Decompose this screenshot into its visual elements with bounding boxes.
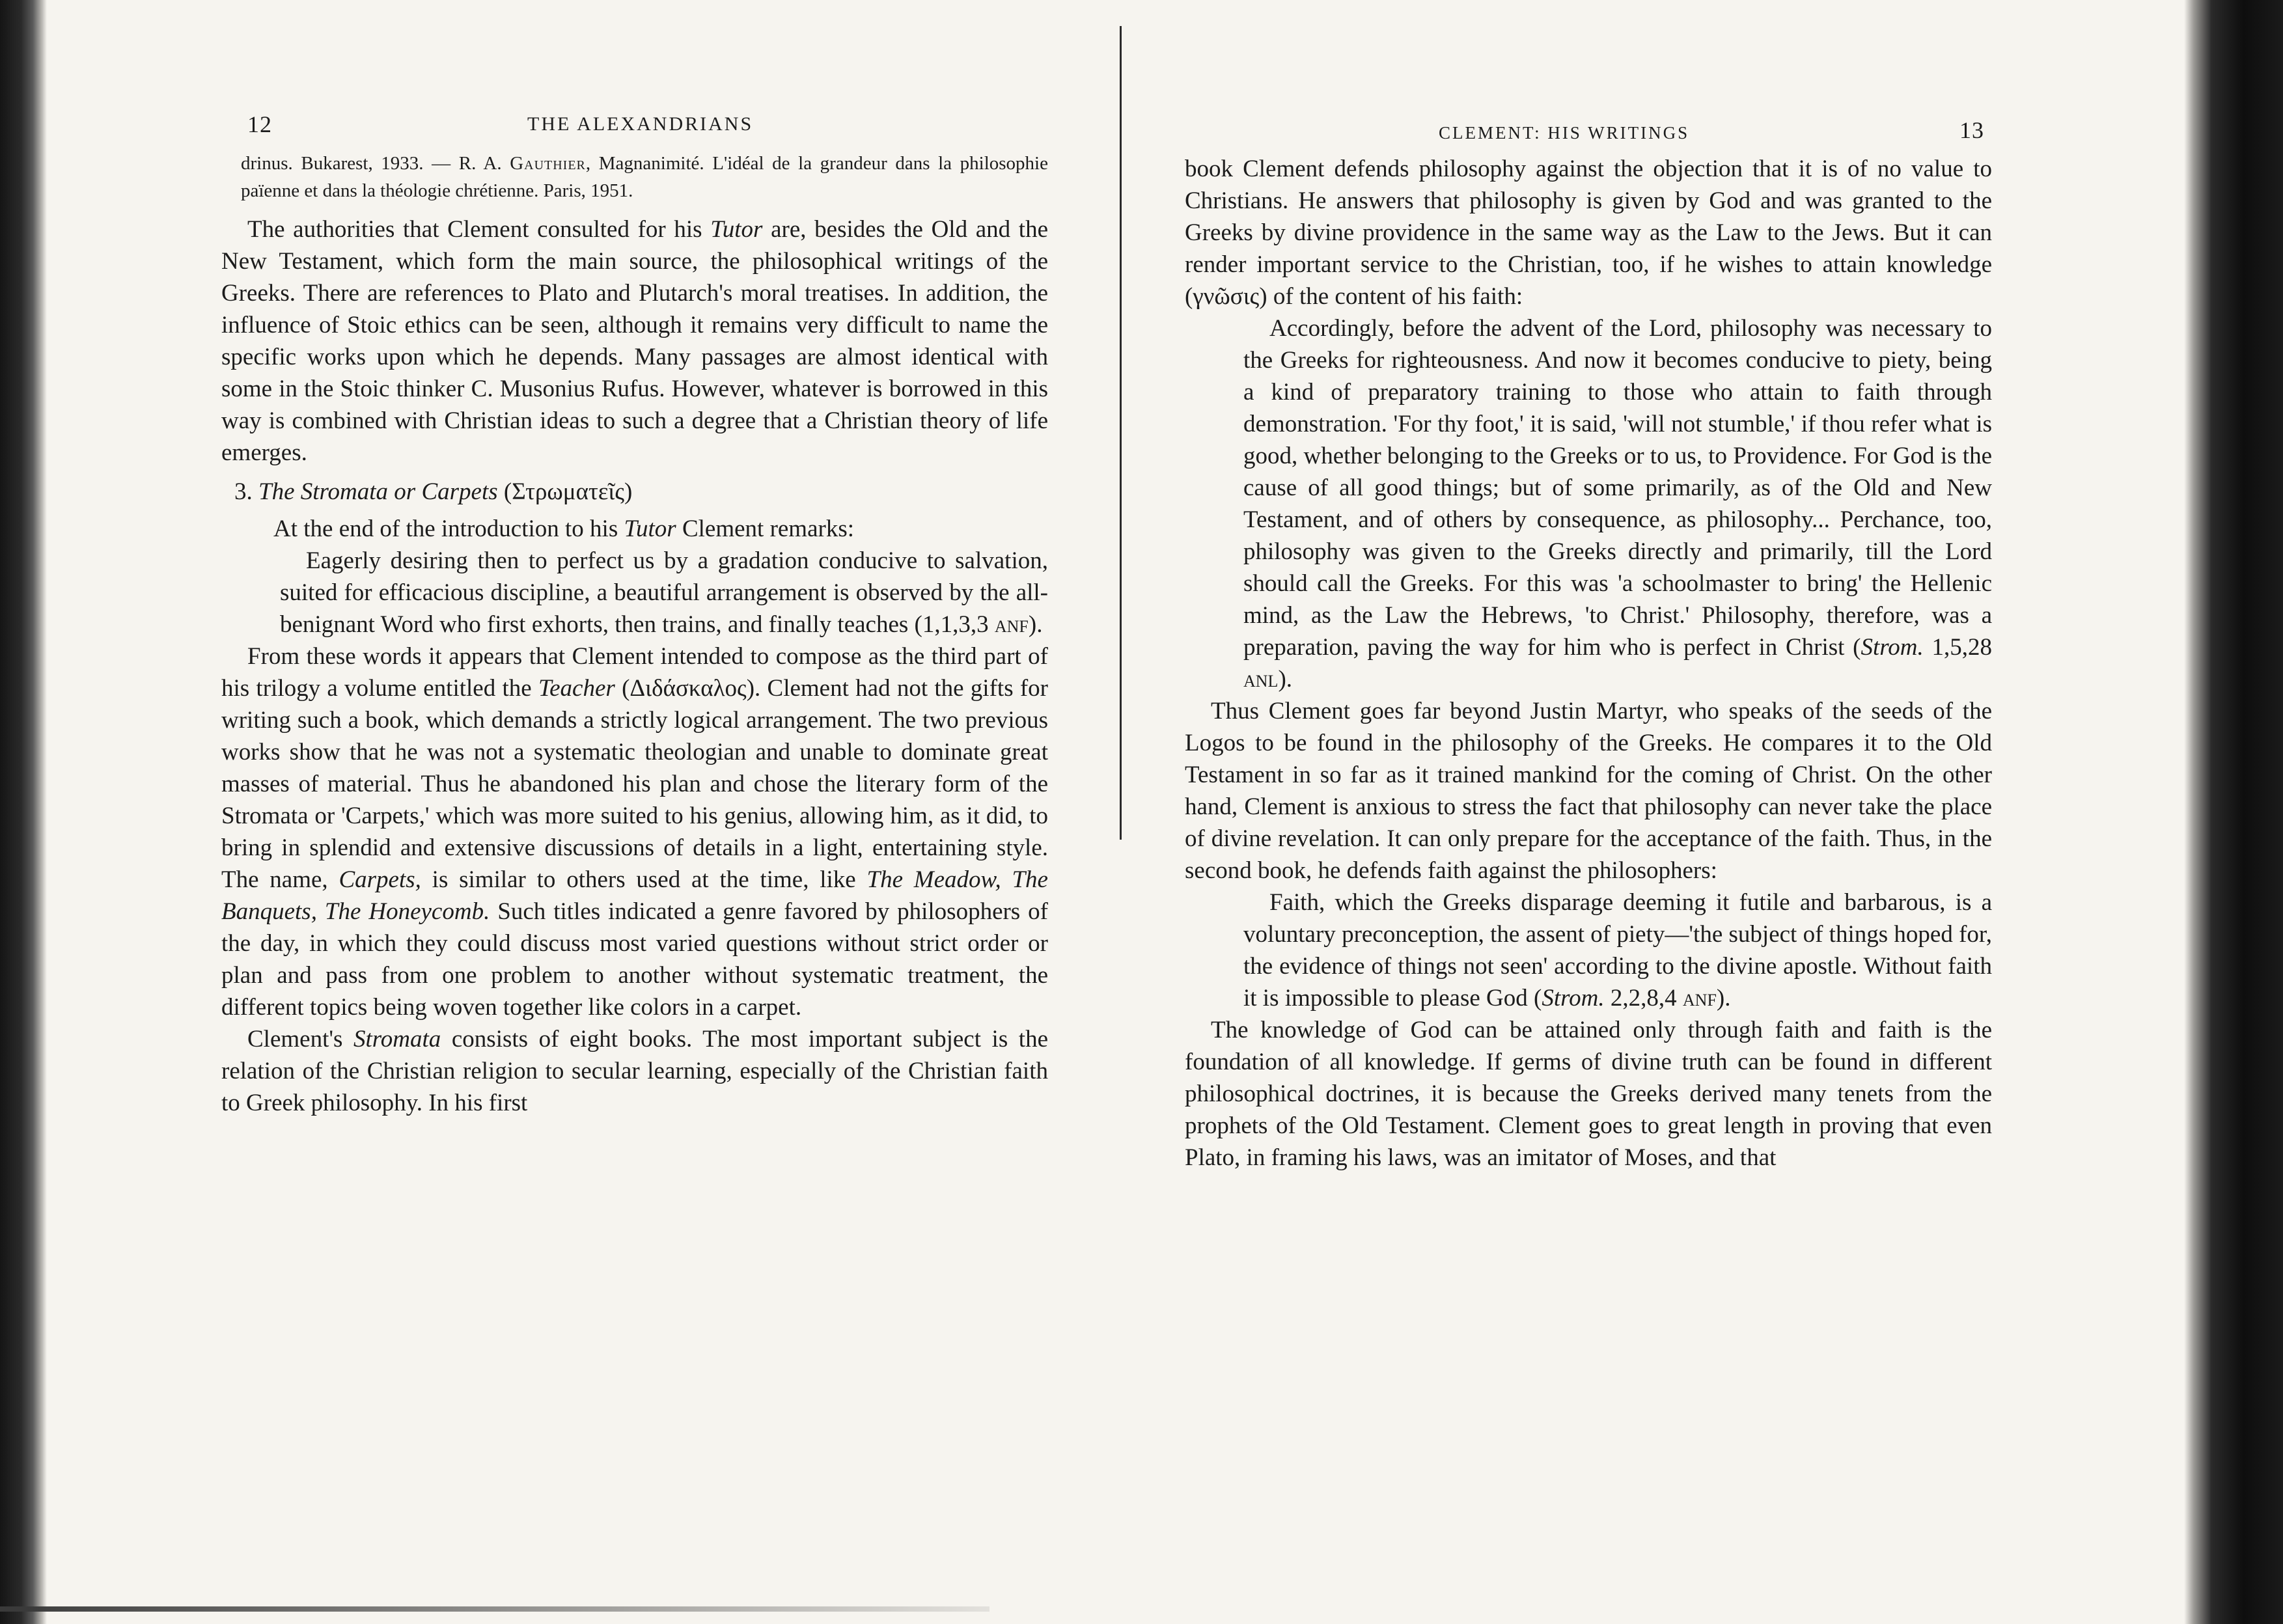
block-quote-strom-1	[1243, 312, 1992, 695]
paragraph-authorities	[221, 213, 1048, 469]
citation-work: Strom.	[1542, 985, 1605, 1012]
bibliography-continuation	[241, 150, 1048, 204]
right-running-head	[1185, 114, 1992, 153]
citation-abbrev: anl	[1243, 666, 1279, 693]
quote-text: Eagerly desiring then to perfect us by a gradation conducive to salvation, suited for efficacious discipline, a beautiful arrangement is observed by the all-benignant Word who first exhorts, then trains, and finally teaches (1,1,3,3	[280, 547, 1048, 638]
paragraph-text: At the end of the introduction to his	[273, 516, 624, 542]
section-number: 3.	[234, 478, 253, 505]
paragraph-text: are, besides the Old and the New Testament, which form the main source, the philosophical writings of the Greeks. There are references to Plato and Plutarch's moral treatises. In addition, the influence of Stoic ethics can be seen, although it remains very difficult to name the specific works upon which he depends. Many passages are almost identical with some in the Stoic thinker C. Musonius Rufus. However, whatever is borrowed in this way is combined with Christian ideas to such a degree that a Christian theory of life emerges.	[221, 216, 1048, 466]
paragraph-intro-line	[247, 513, 1048, 545]
quote-text: Faith, which the Greeks disparage deeming it futile and barbarous, is a voluntary preconception, the assent of piety—'the subject of things hoped for, the evidence of things not seen' according to the divine apostle. Without faith it is impossible to please God (	[1243, 889, 1992, 1012]
paragraph-text: Such titles indicated a genre favored by philosophers of the day, in which they could discuss most varied questions without strict order or plan and pass from one problem to another without systematic treatment, the different topics being woven together like colors in a carpet.	[221, 898, 1048, 1021]
citation-abbrev: anf	[994, 611, 1029, 638]
left-page	[221, 111, 1048, 1119]
block-quote-strom-2	[1243, 887, 1992, 1014]
citation-number: 2,2,8,4	[1604, 985, 1683, 1012]
italic-title: Tutor	[624, 516, 676, 542]
right-page	[1185, 114, 1992, 1174]
paragraph-trilogy	[221, 640, 1048, 1023]
paragraph-text: The authorities that Clement consulted for his	[247, 216, 711, 243]
quote-end: ).	[1716, 985, 1731, 1012]
block-quote-tutor	[280, 545, 1048, 640]
paragraph-stromata	[221, 1023, 1048, 1119]
paragraph-text: consists of eight books. The most important subject is the relation of the Christian religion to secular learning, especially of the Christian faith to Greek philosophy. In his first	[221, 1026, 1048, 1116]
italic-titles: The Meadow, The Banquets, The Honeycomb.	[221, 866, 1048, 925]
page-gutter-line	[1120, 26, 1122, 840]
right-running-title: CLEMENT: HIS WRITINGS	[1439, 123, 1690, 143]
footnote-text: drinus. Bukarest, 1933. — R. A.	[241, 153, 510, 174]
left-page-number: 12	[247, 111, 272, 137]
citation-work: Strom.	[1861, 634, 1924, 661]
citation-number: 1,5,28	[1923, 634, 1992, 661]
right-page-number: 13	[1959, 117, 1984, 143]
paragraph-text: (Διδάσκαλος). Clement had not the gifts for writing such a book, which demands a strictly logical arrangement. The two previous works show that he was not a systematic theologian and unable to dominate great masses of material. Thus he abandoned his plan and chose the literary form of the Stromata or 'Carpets,' which was more suited to his genius, allowing him, as it did, to bring in splendid and extensive discussions of details in a light, entertaining style. The name,	[221, 675, 1048, 893]
italic-title: Carpets,	[339, 866, 421, 893]
section-title: The Stromata or Carpets	[258, 478, 498, 505]
quote-text: Accordingly, before the advent of the Lord, philosophy was necessary to the Greeks for righteousness. And now it becomes conducive to piety, being a kind of preparatory training to those who attain to faith through demonstration. 'For thy foot,' it is said, 'will not stumble,' if thou refer what is good, whether belonging to the Greeks or to us, to Providence. For God is the cause of all good things; but of some primarily, as of the Old and New Testament, and of others by consequence, as philosophy... Perchance, too, philosophy was given to the Greeks directly and primarily, till the Lord should call the Greeks. For this was 'a schoolmaster to bring' the Hellenic mind, as the Law the Hebrews, 'to Christ.' Philosophy, therefore, was a preparation, paving the way for him who is perfect in Christ (	[1243, 315, 1992, 661]
book-binding-shadow-right	[2184, 0, 2283, 1624]
section-greek-title: (Στρωματεῖς)	[503, 478, 633, 505]
footnote-text-2: , Magnanimité. L'idéal de la grandeur dans la philosophie païenne et dans la théologie chrétienne. Paris, 1951.	[241, 153, 1048, 201]
italic-title: Tutor	[710, 216, 763, 243]
paragraph-text: Clement's	[247, 1026, 353, 1053]
quote-end: ).	[1028, 611, 1043, 638]
section-heading	[234, 475, 1048, 509]
italic-title: Stromata	[353, 1026, 441, 1053]
paragraph-knowledge: The knowledge of God can be attained only through faith and faith is the foundation of all knowledge. If germs of divine truth can be found in different philosophical doctrines, it is because the Greeks derived many tenets from the prophets of the Old Testament. Clement goes to great length in proving that even Plato, in framing his laws, was an imitator of Moses, and that	[1185, 1017, 1992, 1171]
paragraph-justin: Thus Clement goes far beyond Justin Martyr, who speaks of the seeds of the Logos to be found in the philosophy of the Greeks. He compares it to the Old Testament in so far as it trained mankind for the coming of Christ. On the other hand, Clement is anxious to stress the fact that philosophy can never take the place of divine revelation. It can only prepare for the acceptance of the faith. Thus, in the second book, he defends faith against the philosophers:	[1185, 698, 1992, 884]
paragraph-text: Clement remarks:	[676, 516, 855, 542]
paragraph-philosophy: book Clement defends philosophy against the objection that it is of no value to Christians. He answers that philosophy is given by God and was granted to the Greeks by divine providence in the same way as the Law to the Jews. But it can render important service to the Christian, too, if he wishes to attain knowledge (γνῶσις) of the content of his faith:	[1185, 156, 1992, 310]
left-running-title: THE ALEXANDRIANS	[527, 113, 754, 135]
quote-end: ).	[1278, 666, 1293, 693]
citation-abbrev: anf	[1682, 985, 1717, 1012]
paragraph-text: From these words it appears that Clement intended to compose as the third part of his trilogy a volume entitled the	[221, 643, 1048, 702]
left-running-head	[221, 111, 1048, 150]
italic-title: Teacher	[538, 675, 615, 702]
paragraph-text: is similar to others used at the time, like	[421, 866, 867, 893]
book-binding-shadow-left	[0, 0, 47, 1624]
page-bottom-edge	[0, 1606, 989, 1612]
footnote-author: Gauthier	[510, 153, 586, 174]
